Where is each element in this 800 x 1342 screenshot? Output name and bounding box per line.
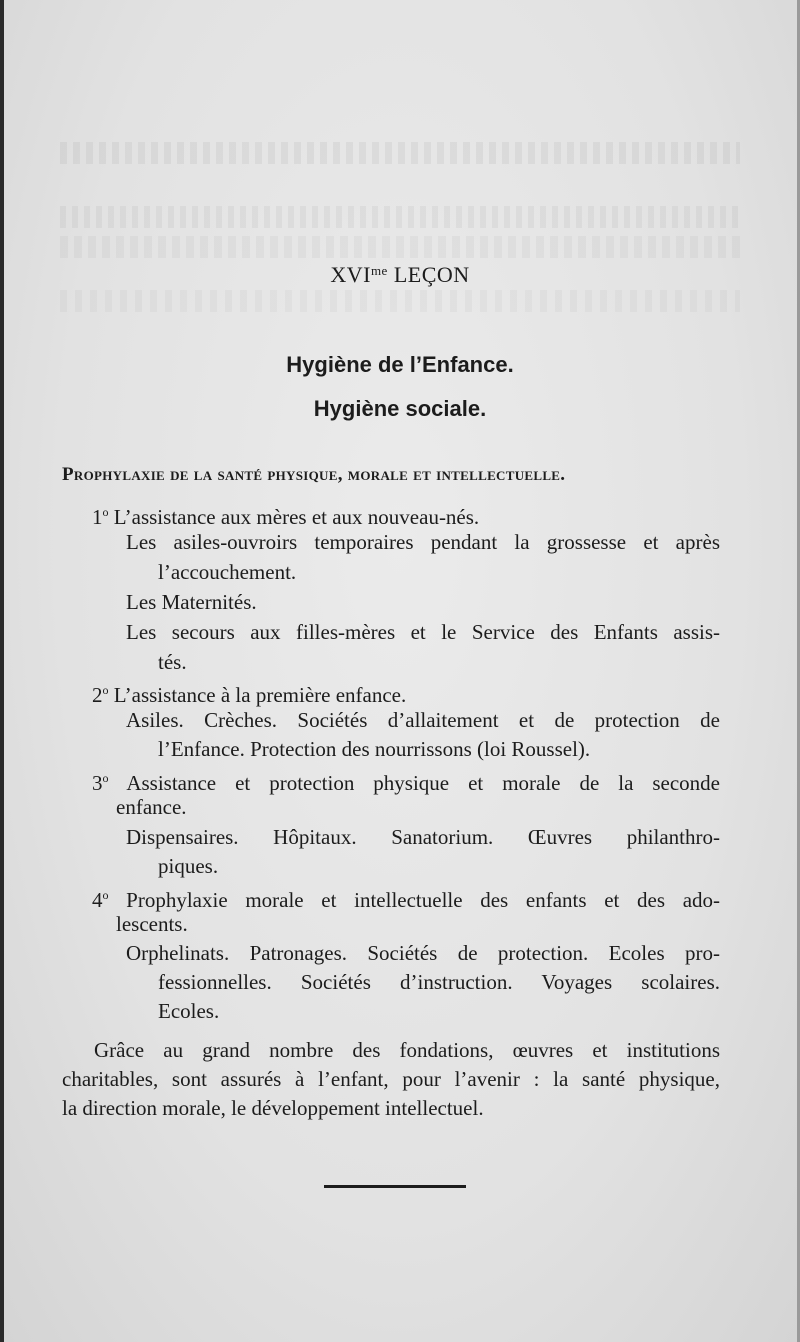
item-ordinal: o xyxy=(102,888,109,902)
item-number: 4 xyxy=(92,888,103,912)
list-item-heading xyxy=(92,678,406,707)
sub-item-text: Dispensaires. Hôpitaux. Sanatorium. Œuvres philanthro- xyxy=(126,825,720,849)
item-ordinal: o xyxy=(102,505,109,519)
item-heading-text: Prophylaxie morale et intellectuelle des enfants et des ado- xyxy=(126,888,721,912)
item-heading-text: Assistance et protection physique et morale de la seconde xyxy=(126,771,720,795)
item-number: 2 xyxy=(92,683,103,707)
show-through-texture xyxy=(60,290,740,312)
section-header: Prophylaxie de la santé physique, morale et intellectuelle. xyxy=(62,464,566,485)
sub-item-text: Ecoles. xyxy=(158,999,220,1023)
lesson-heading xyxy=(0,262,800,288)
sub-item-text: Asiles. Crèches. Sociétés d’allaitement et de protection de xyxy=(126,708,720,732)
list-item-heading xyxy=(92,766,720,795)
sub-item-text: l’Enfance. Protection des nourrissons (loi Roussel). xyxy=(158,737,591,761)
sub-item-text: Les asiles-ouvroirs temporaires pendant la grossesse et après xyxy=(126,530,720,554)
sub-item-text: tés. xyxy=(158,650,187,674)
sub-item-text: Les secours aux filles-mères et le Service des Enfants assis- xyxy=(126,620,720,644)
page-subtitle: Hygiène sociale. xyxy=(313,396,487,421)
page-edge-shadow xyxy=(0,0,4,1342)
sub-item-text: Orphelinats. Patronages. Sociétés de protection. Ecoles pro- xyxy=(126,941,720,965)
item-ordinal: o xyxy=(102,771,109,785)
list-item-heading-continued: enfance. xyxy=(116,795,187,819)
show-through-texture xyxy=(60,206,740,228)
sub-item-text: piques. xyxy=(158,854,219,878)
sub-item-text: l’accouchement. xyxy=(158,560,297,584)
item-heading-text: L’assistance aux mères et aux nouveau-nés. xyxy=(113,505,480,529)
list-item-heading xyxy=(92,500,479,529)
sub-item-text: fessionnelles. Sociétés d’instruction. Voyages scolaires. xyxy=(158,970,720,994)
item-number: 1 xyxy=(92,505,103,529)
conclusion-line: charitables, sont assurés à l’enfant, pour l’avenir : la santé physique, xyxy=(62,1067,720,1091)
list-item-heading-continued: lescents. xyxy=(116,912,188,936)
sub-item-text: Les Maternités. xyxy=(126,590,257,614)
lesson-numeral: XVI xyxy=(330,262,371,287)
item-ordinal: o xyxy=(102,683,109,697)
page-title: Hygiène de l’Enfance. xyxy=(286,352,514,377)
show-through-texture xyxy=(60,236,740,258)
lesson-ordinal: me xyxy=(370,263,388,278)
conclusion-line: Grâce au grand nombre des fondations, œuvres et institutions xyxy=(94,1038,720,1062)
item-heading-text: L’assistance à la première enfance. xyxy=(113,683,407,707)
list-item-heading xyxy=(92,883,720,912)
conclusion-line: la direction morale, le développement intellectuel. xyxy=(62,1096,484,1120)
lesson-word: LEÇON xyxy=(393,262,470,287)
show-through-texture xyxy=(60,142,740,164)
item-number: 3 xyxy=(92,771,103,795)
end-rule xyxy=(324,1185,466,1188)
